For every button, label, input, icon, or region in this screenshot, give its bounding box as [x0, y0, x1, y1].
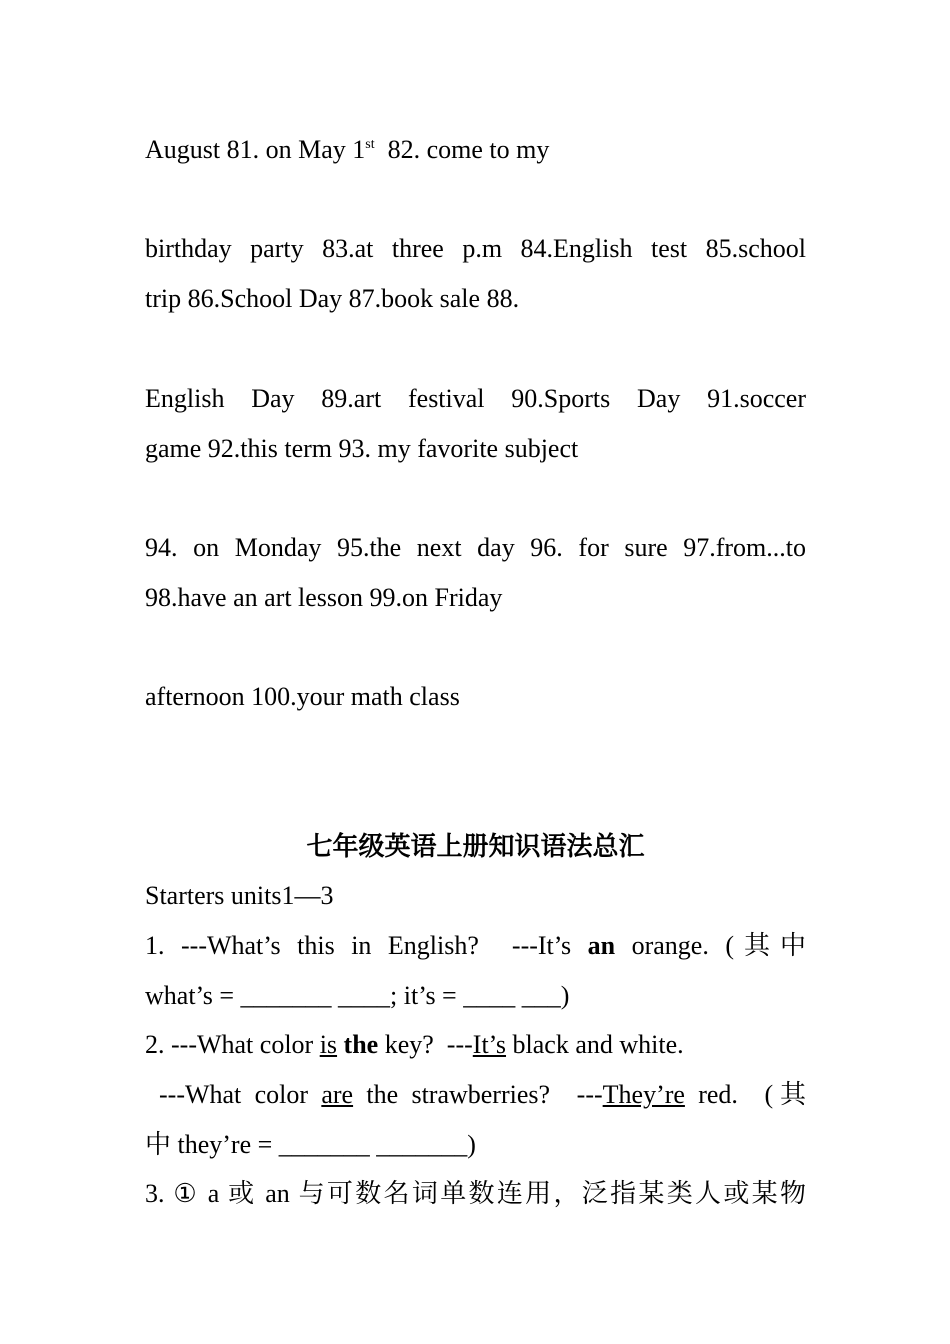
answer-line-6: 94. on Monday 95.the next day 96. for sure 97.from...to [145, 533, 806, 562]
item-text: 2. ---What color [145, 1030, 320, 1059]
answer-line-7: 98.have an art lesson 99.on Friday [145, 583, 503, 612]
item-text: ---What color [159, 1080, 322, 1109]
item-1-line-2: what’s = _______ ____; it’s = ____ ___) [145, 981, 570, 1010]
answer-text: 82. come to my [374, 135, 550, 164]
item-2 [145, 1025, 806, 1065]
answer-line-8: afternoon 100.your math class [145, 682, 460, 711]
section-title: 七年级英语上册知识语法总汇 [306, 832, 645, 861]
answer-text: August 81. on May 1 [145, 135, 366, 164]
answer-line-3: trip 86.School Day 87.book sale 88. [145, 284, 520, 313]
underlined-word: It’s [472, 1030, 507, 1059]
bold-word: an [587, 931, 616, 960]
superscript: st [365, 137, 375, 152]
item-2b-line-2: 中 they’re = _______ _______) [145, 1130, 476, 1159]
underlined-word: is [319, 1030, 338, 1059]
item-2b [145, 1075, 806, 1115]
bold-word: the [343, 1030, 379, 1059]
answer-line-1 [145, 130, 806, 170]
underlined-word: are [321, 1080, 354, 1109]
answer-line-2: birthday party 83.at three p.m 84.English test 85.school [145, 234, 806, 263]
item-text: black and white. [506, 1030, 684, 1059]
underlined-word: They’re [602, 1080, 685, 1109]
item-3: 3. ① a 或 an 与可数名词单数连用，泛指某类人或某物 [145, 1179, 806, 1208]
answer-line-5: game 92.this term 93. my favorite subject [145, 434, 579, 463]
item-text: orange. (其中 [615, 931, 806, 960]
item-text: key? --- [378, 1030, 473, 1059]
item-text: the strawberries? --- [353, 1080, 603, 1109]
item-1 [145, 926, 806, 966]
answer-line-4: English Day 89.art festival 90.Sports Day 91.soccer [145, 384, 806, 413]
item-text: 1. ---What’s this in English? ---It’s [145, 931, 588, 960]
section-subtitle: Starters units1—3 [145, 881, 334, 910]
item-text: red. (其 [684, 1080, 807, 1109]
